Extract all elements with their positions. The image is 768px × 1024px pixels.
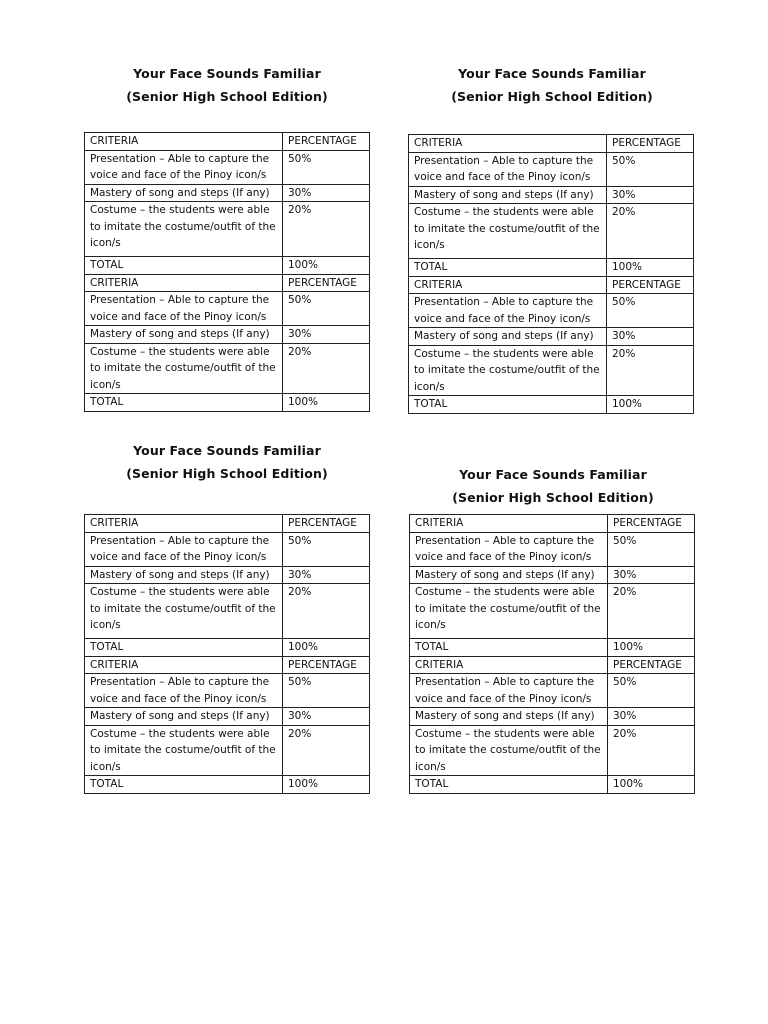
criteria-cell: Presentation – Able to capture the voice and face of the Pinoy icon/s [85,532,283,566]
title-line-1: Your Face Sounds Familiar [133,443,321,458]
criteria-cell: Mastery of song and steps (If any) [409,186,607,204]
total-row [85,776,370,794]
title-line-2: (Senior High School Edition) [451,89,653,104]
header-row [85,656,370,674]
percentage-header: PERCENTAGE [608,656,695,674]
table-row [410,725,695,776]
percentage-cell: 50% [283,532,370,566]
title-line-2: (Senior High School Edition) [452,490,654,505]
card-title [84,62,370,108]
criteria-cell: Mastery of song and steps (If any) [85,184,283,202]
percentage-cell: 20% [608,584,695,639]
total-value: 100% [283,394,370,412]
total-row [410,639,695,657]
title-line-1: Your Face Sounds Familiar [458,66,646,81]
table-row [85,292,370,326]
percentage-cell: 30% [283,708,370,726]
percentage-cell: 20% [607,204,694,259]
criteria-cell: Costume – the students were able to imitate the costume/outfit of the icon/s [85,584,283,639]
criteria-cell: Mastery of song and steps (If any) [410,566,608,584]
total-label: TOTAL [410,776,608,794]
percentage-cell: 30% [607,186,694,204]
percentage-cell: 50% [608,674,695,708]
table-row [85,150,370,184]
total-row [85,639,370,657]
criteria-cell: Mastery of song and steps (If any) [409,328,607,346]
percentage-header: PERCENTAGE [607,135,694,153]
total-row [85,394,370,412]
table-row [85,566,370,584]
percentage-cell: 50% [283,292,370,326]
criteria-header: CRITERIA [409,135,607,153]
percentage-cell: 50% [607,294,694,328]
title-line-1: Your Face Sounds Familiar [133,66,321,81]
table-row [409,152,694,186]
percentage-header: PERCENTAGE [608,515,695,533]
card-title [408,62,696,108]
percentage-cell: 20% [283,725,370,776]
table-row [410,566,695,584]
criteria-cell: Mastery of song and steps (If any) [410,708,608,726]
criteria-cell: Costume – the students were able to imitate the costume/outfit of the icon/s [410,584,608,639]
criteria-header: CRITERIA [410,656,608,674]
criteria-header: CRITERIA [85,133,283,151]
criteria-cell: Presentation – Able to capture the voice and face of the Pinoy icon/s [85,292,283,326]
percentage-header: PERCENTAGE [283,133,370,151]
table-row [409,294,694,328]
title-line-1: Your Face Sounds Familiar [459,467,647,482]
table-row [85,584,370,639]
criteria-cell: Mastery of song and steps (If any) [85,566,283,584]
table-row [85,202,370,257]
percentage-cell: 20% [283,584,370,639]
percentage-cell: 20% [607,345,694,396]
title-line-2: (Senior High School Edition) [126,466,328,481]
table-row [409,186,694,204]
percentage-header: PERCENTAGE [283,274,370,292]
criteria-header: CRITERIA [85,656,283,674]
total-value: 100% [608,639,695,657]
title-line-2: (Senior High School Edition) [126,89,328,104]
total-label: TOTAL [85,639,283,657]
total-label: TOTAL [85,257,283,275]
rubric-card-bottom-right [409,463,697,794]
criteria-header: CRITERIA [409,276,607,294]
card-title [84,439,370,485]
table-row [409,204,694,259]
percentage-cell: 20% [608,725,695,776]
criteria-header: CRITERIA [410,515,608,533]
header-row [410,515,695,533]
criteria-cell: Presentation – Able to capture the voice and face of the Pinoy icon/s [85,674,283,708]
criteria-cell: Costume – the students were able to imitate the costume/outfit of the icon/s [410,725,608,776]
percentage-cell: 50% [608,532,695,566]
rubric-card-bottom-left [84,439,370,794]
table-row [409,328,694,346]
header-row [85,274,370,292]
total-row [85,257,370,275]
percentage-cell: 20% [283,202,370,257]
table-row [85,184,370,202]
table-row [85,674,370,708]
total-value: 100% [283,257,370,275]
percentage-cell: 20% [283,343,370,394]
total-label: TOTAL [85,394,283,412]
header-row [409,276,694,294]
criteria-cell: Costume – the students were able to imitate the costume/outfit of the icon/s [409,204,607,259]
total-label: TOTAL [85,776,283,794]
percentage-cell: 30% [608,566,695,584]
criteria-cell: Presentation – Able to capture the voice and face of the Pinoy icon/s [85,150,283,184]
total-value: 100% [608,776,695,794]
percentage-header: PERCENTAGE [283,515,370,533]
rubric-table [84,132,370,412]
total-value: 100% [607,396,694,414]
percentage-cell: 30% [283,566,370,584]
criteria-cell: Mastery of song and steps (If any) [85,708,283,726]
table-row [85,708,370,726]
criteria-cell: Costume – the students were able to imitate the costume/outfit of the icon/s [409,345,607,396]
total-label: TOTAL [409,259,607,277]
percentage-header: PERCENTAGE [607,276,694,294]
percentage-cell: 30% [608,708,695,726]
percentage-cell: 50% [283,674,370,708]
table-row [409,345,694,396]
percentage-cell: 50% [607,152,694,186]
table-row [410,674,695,708]
header-row [410,656,695,674]
percentage-cell: 30% [607,328,694,346]
total-label: TOTAL [410,639,608,657]
table-row [85,343,370,394]
percentage-cell: 50% [283,150,370,184]
total-value: 100% [283,776,370,794]
header-row [409,135,694,153]
rubric-card-top-left [84,62,370,412]
percentage-cell: 30% [283,326,370,344]
criteria-cell: Presentation – Able to capture the voice and face of the Pinoy icon/s [410,674,608,708]
criteria-cell: Costume – the students were able to imitate the costume/outfit of the icon/s [85,343,283,394]
total-row [410,776,695,794]
criteria-cell: Presentation – Able to capture the voice and face of the Pinoy icon/s [409,294,607,328]
criteria-cell: Presentation – Able to capture the voice and face of the Pinoy icon/s [409,152,607,186]
table-row [410,708,695,726]
criteria-cell: Costume – the students were able to imitate the costume/outfit of the icon/s [85,725,283,776]
rubric-card-top-right [408,62,696,414]
total-row [409,259,694,277]
percentage-cell: 30% [283,184,370,202]
rubric-table [408,134,694,414]
table-row [410,584,695,639]
total-label: TOTAL [409,396,607,414]
table-row [85,725,370,776]
total-value: 100% [607,259,694,277]
card-title [409,463,697,509]
total-value: 100% [283,639,370,657]
criteria-cell: Presentation – Able to capture the voice and face of the Pinoy icon/s [410,532,608,566]
total-row [409,396,694,414]
rubric-table [84,514,370,794]
criteria-header: CRITERIA [85,274,283,292]
table-row [85,326,370,344]
criteria-cell: Costume – the students were able to imitate the costume/outfit of the icon/s [85,202,283,257]
criteria-header: CRITERIA [85,515,283,533]
rubric-table [409,514,695,794]
criteria-cell: Mastery of song and steps (If any) [85,326,283,344]
header-row [85,133,370,151]
table-row [410,532,695,566]
header-row [85,515,370,533]
percentage-header: PERCENTAGE [283,656,370,674]
table-row [85,532,370,566]
